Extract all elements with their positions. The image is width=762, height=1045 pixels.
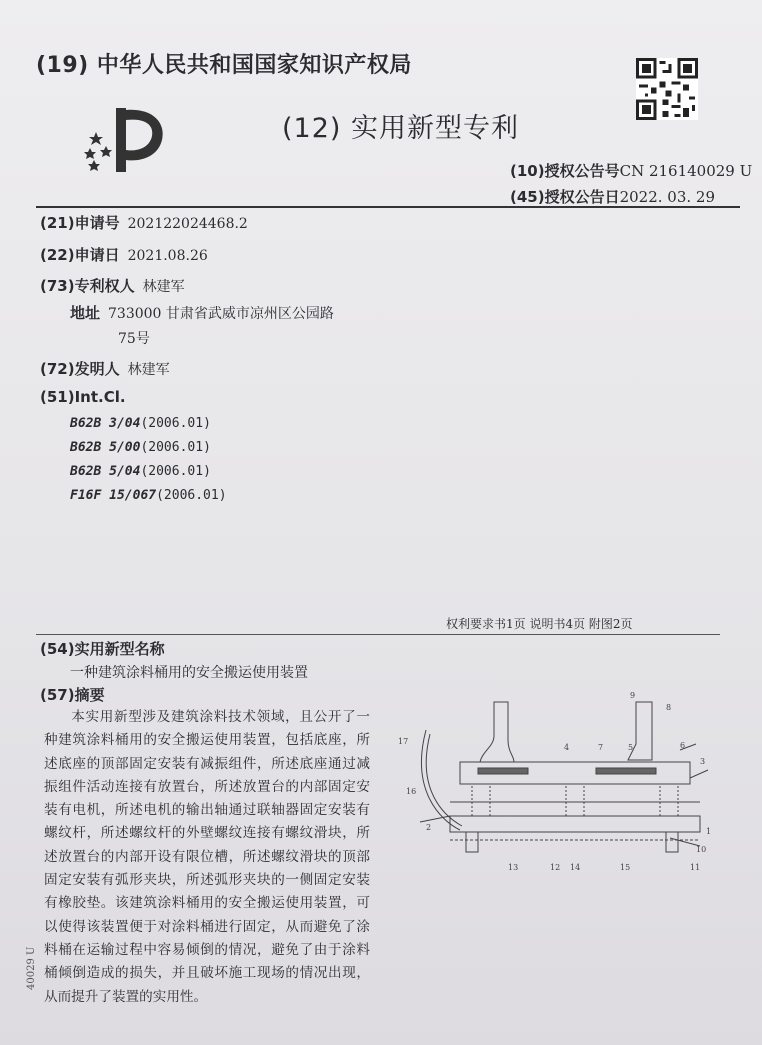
application-date: 2021.08.26 — [127, 248, 208, 264]
grant-date: 2022. 03. 29 — [619, 188, 716, 206]
drawing-label: 2 — [426, 823, 432, 832]
ipc-version: (2006.01) — [140, 440, 211, 455]
ipc-code: B62B 5/04 — [70, 464, 141, 479]
grant-number: CN 216140029 U — [619, 162, 753, 180]
address-label: 地址 — [70, 304, 101, 322]
inventor-label: (72)发明人 — [40, 360, 120, 378]
patentee: 林建军 — [142, 279, 185, 295]
intcl-label: (51)Int.Cl. — [40, 388, 126, 406]
ipc-code: B62B 3/04 — [70, 416, 141, 431]
application-date-row — [40, 244, 208, 265]
drawing-label: 4 — [564, 743, 570, 752]
abstract-drawing — [390, 690, 730, 890]
drawing-label: 9 — [630, 691, 636, 700]
ipc-entry — [70, 416, 211, 431]
application-number: 202122024468.2 — [127, 216, 248, 232]
side-document-number: 40029 U — [26, 946, 37, 990]
ipc-code: B62B 5/00 — [70, 440, 141, 455]
drawing-label: 1 — [706, 827, 712, 836]
patentee-row — [40, 275, 185, 296]
drawing-label: 6 — [680, 741, 686, 750]
grant-date-label: (45)授权公告日 — [510, 188, 620, 206]
patentee-label: (73)专利权人 — [40, 277, 135, 295]
ipc-entry — [70, 464, 211, 479]
drawing-label: 10 — [696, 845, 707, 854]
cnipa-logo — [82, 102, 172, 174]
drawing-label: 8 — [666, 703, 672, 712]
abstract-label: (57)摘要 — [40, 686, 105, 704]
ipc-version: (2006.01) — [156, 488, 227, 503]
inventor: 林建军 — [127, 362, 170, 378]
drawing-label: 12 — [550, 863, 561, 872]
drawing-label: 16 — [406, 787, 417, 796]
abstract-text: 本实用新型涉及建筑涂料技术领域，且公开了一种建筑涂料桶用的安全搬运使用装置，包括底座，所述底座的顶部固定安装有减振组件，所述底座通过减振组件活动连接有放置台，所述放置台的内部固定安装有电机，所述电机的输出轴通过联轴器固定安装有螺纹杆，所述螺纹杆的外壁螺纹连接有螺纹滑块，所述放置台的内部开设有限位槽，所述螺纹滑块的顶部固定安装有弧形夹块，所述弧形夹块的一侧固定安装有橡胶垫。该建筑涂料桶用的安全搬运使用装置，可以使得该装置便于对涂料桶进行固定，从而避免了涂料桶在运输过程中容易倾倒的情况，避免了由于涂料桶倾倒造成的损失，并且破坏施工现场的情况出现，从而提升了装置的实用性。 — [44, 709, 370, 1005]
ipc-code: F16F 15/067 — [70, 488, 157, 503]
address-line-2: 75号 — [118, 331, 150, 347]
ipc-entry — [70, 440, 211, 455]
drawing-label: 5 — [628, 743, 634, 752]
drawing-label: 3 — [700, 757, 706, 766]
utility-model-title: 一种建筑涂料桶用的安全搬运使用装置 — [70, 665, 308, 681]
address-line-2-row — [110, 328, 150, 348]
grant-date-row — [510, 186, 715, 207]
ipc-entry — [70, 488, 227, 503]
drawing-label: 7 — [598, 743, 604, 752]
abstract-divider — [36, 634, 720, 635]
ipc-version: (2006.01) — [140, 464, 211, 479]
qr-code — [636, 58, 698, 120]
application-number-label: (21)申请号 — [40, 214, 120, 232]
drawing-label: 13 — [508, 863, 519, 872]
inventor-row — [40, 358, 170, 379]
drawing-label: 11 — [690, 863, 701, 872]
office-header: (19) 中华人民共和国国家知识产权局 — [36, 53, 412, 78]
ipc-version: (2006.01) — [140, 416, 211, 431]
document-type: (12) 实用新型专利 — [282, 113, 520, 144]
application-date-label: (22)申请日 — [40, 246, 120, 264]
intcl-row — [40, 388, 126, 406]
drawing-label: 14 — [570, 863, 581, 872]
address-row — [70, 302, 334, 323]
header-divider — [36, 206, 740, 208]
drawing-label: 17 — [398, 737, 409, 746]
drawing-label: 15 — [620, 863, 631, 872]
address-line-1: 733000 甘肃省武威市凉州区公园路 — [108, 306, 334, 322]
page-counts: 权利要求书1页 说明书4页 附图2页 — [446, 617, 633, 631]
grant-number-row — [510, 160, 752, 181]
grant-number-label: (10)授权公告号 — [510, 162, 620, 180]
title-label: (54)实用新型名称 — [40, 640, 165, 658]
application-number-row — [40, 212, 248, 233]
